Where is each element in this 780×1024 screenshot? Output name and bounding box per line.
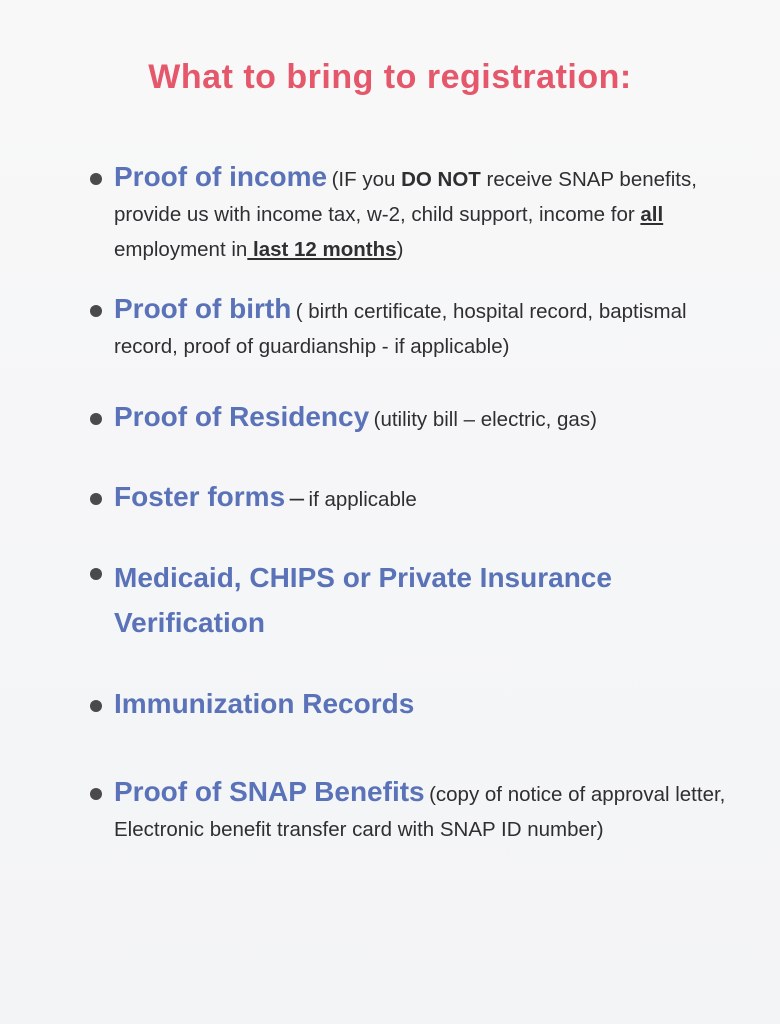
item-note: (utility bill – electric, gas)	[373, 408, 597, 431]
list-item-immunization-records	[90, 687, 730, 725]
bullet-icon	[90, 493, 102, 505]
list-item-proof-of-birth	[90, 292, 730, 365]
item-note: (IF you DO NOT receive SNAP benefits, provide us with income tax, w-2, child support, income for all employment in last 12 months)	[114, 168, 697, 261]
item-heading: Proof of Residency	[114, 401, 370, 432]
page-title: What to bring to registration:	[148, 58, 632, 96]
item-heading-line-2: Verification	[114, 607, 265, 638]
bullet-icon	[90, 173, 102, 185]
item-heading: Proof of SNAP Benefits	[114, 776, 425, 807]
bullet-icon	[90, 413, 102, 425]
bullet-icon	[90, 568, 102, 580]
item-heading: Immunization Records	[114, 688, 415, 719]
item-dash: –	[289, 482, 305, 512]
bullet-icon	[90, 700, 102, 712]
bullet-icon	[90, 305, 102, 317]
item-note: (copy of notice of approval letter, Electronic benefit transfer card with SNAP ID number)	[114, 783, 726, 841]
list-item-proof-of-residency	[90, 400, 730, 438]
item-note: if applicable	[308, 488, 417, 511]
list-item-proof-of-income	[90, 160, 730, 268]
item-heading: Proof of income	[114, 161, 328, 192]
list-item-foster-forms	[90, 480, 730, 518]
item-heading-line-1: Medicaid, CHIPS or Private Insurance	[114, 562, 612, 593]
list-item-insurance-verification	[90, 555, 730, 645]
item-heading: Proof of birth	[114, 293, 292, 324]
bullet-icon	[90, 788, 102, 800]
list-item-proof-of-snap	[90, 775, 730, 848]
item-heading: Foster forms	[114, 481, 286, 512]
item-note: ( birth certificate, hospital record, baptismal record, proof of guardianship - if applicable)	[114, 300, 687, 358]
